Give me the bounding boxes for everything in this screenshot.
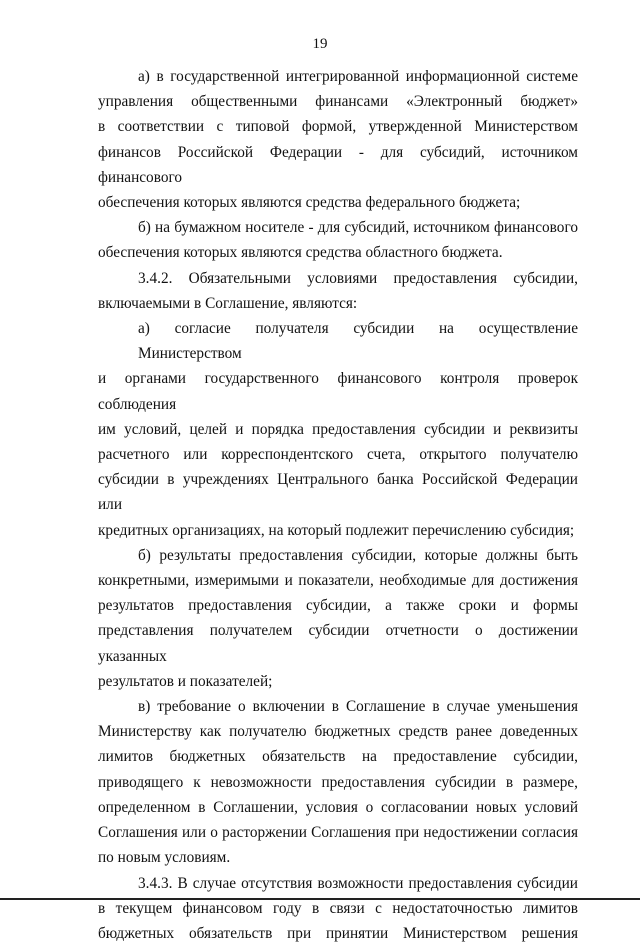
- text-line: 3.4.3. В случае отсутствия возможности предоставления субсидии: [98, 871, 578, 896]
- paragraph-p-343: [98, 871, 578, 946]
- paragraph-p-b1: [98, 215, 578, 265]
- text-line: финансов Российской Федерации - для субсидий, источником финансового: [98, 140, 578, 190]
- text-line: 3.4.2. Обязательными условиями предоставления субсидии,: [98, 266, 578, 291]
- text-line: а) согласие получателя субсидии на осуществление Министерством: [98, 316, 578, 366]
- text-line: б) результаты предоставления субсидии, которые должны быть: [98, 543, 578, 568]
- paragraph-p-v2: [98, 694, 578, 870]
- text-line: лимитов бюджетных обязательств на предоставление субсидии,: [98, 744, 578, 769]
- text-line: б) на бумажном носителе - для субсидий, источником финансового: [98, 215, 578, 240]
- paragraph-p-b2: [98, 543, 578, 694]
- text-line: по новым условиям.: [98, 845, 578, 870]
- text-line: конкретными, измеримыми и показатели, необходимые для достижения: [98, 568, 578, 593]
- text-line: кредитных организациях, на который подлежит перечислению субсидия;: [98, 518, 578, 543]
- text-line: бюджетных обязательств при принятии Министерством решения: [98, 921, 578, 946]
- page-bottom-edge: [0, 898, 640, 900]
- text-line: расчетного или корреспондентского счета, открытого получателю: [98, 442, 578, 467]
- text-line: в) требование о включении в Соглашение в случае уменьшения: [98, 694, 578, 719]
- text-line: в текущем финансовом году в связи с недостаточностью лимитов: [98, 896, 578, 921]
- text-line: управления общественными финансами «Электронный бюджет»: [98, 89, 578, 114]
- text-line: обеспечения которых являются средства федерального бюджета;: [98, 190, 578, 215]
- text-line: а) в государственной интегрированной информационной системе: [98, 64, 578, 89]
- page-number: 19: [0, 36, 640, 53]
- paragraph-p-342: [98, 266, 578, 316]
- text-line: им условий, целей и порядка предоставления субсидии и реквизиты: [98, 417, 578, 442]
- text-line: представления получателем субсидии отчетности о достижении указанных: [98, 618, 578, 668]
- paragraph-p-a2: [98, 316, 578, 543]
- text-line: обеспечения которых являются средства областного бюджета.: [98, 240, 578, 265]
- text-line: Соглашения или о расторжении Соглашения при недостижении согласия: [98, 820, 578, 845]
- text-line: Министерству как получателю бюджетных средств ранее доведенных: [98, 719, 578, 744]
- text-line: результатов и показателей;: [98, 669, 578, 694]
- paragraph-p-a1: [98, 64, 578, 215]
- text-line: включаемыми в Соглашение, являются:: [98, 291, 578, 316]
- text-line: субсидии в учреждениях Центрального банка Российской Федерации или: [98, 467, 578, 517]
- document-body: [98, 64, 578, 946]
- text-line: определенном в Соглашении, условия о согласовании новых условий: [98, 795, 578, 820]
- text-line: приводящего к невозможности предоставления субсидии в размере,: [98, 770, 578, 795]
- text-line: в соответствии с типовой формой, утвержденной Министерством: [98, 114, 578, 139]
- text-line: и органами государственного финансового контроля проверок соблюдения: [98, 366, 578, 416]
- text-line: результатов предоставления субсидии, а также сроки и формы: [98, 593, 578, 618]
